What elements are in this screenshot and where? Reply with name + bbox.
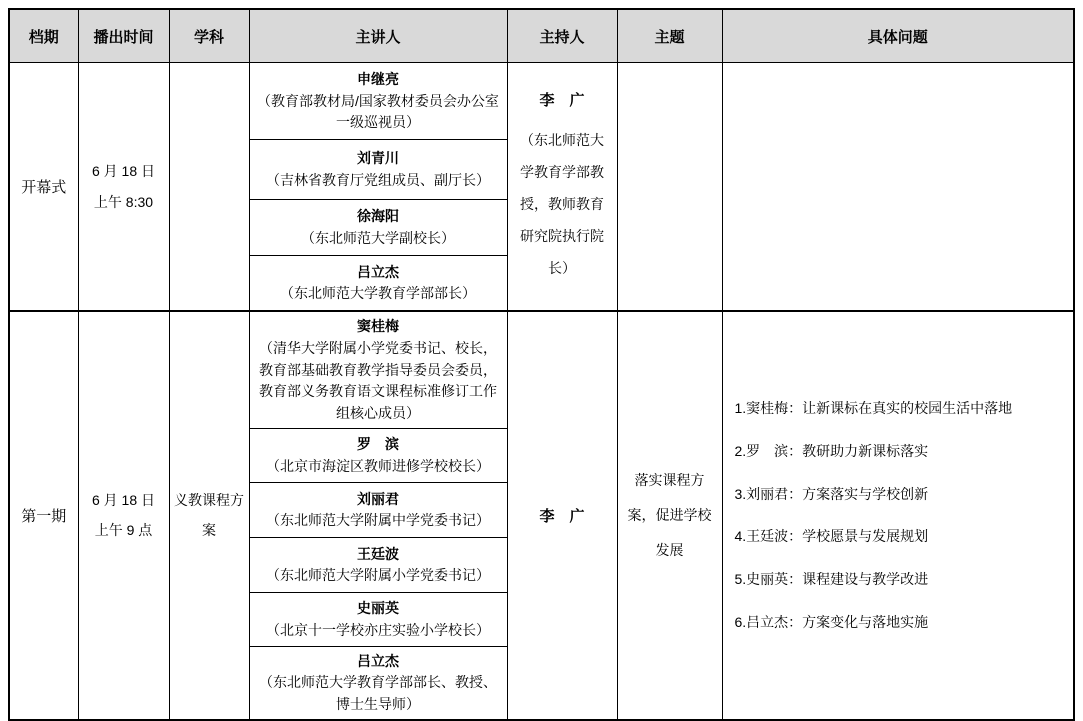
speaker-name: 申继亮	[357, 71, 399, 88]
speaker-affiliation: （教育部教材局/国家教材委员会办公室一级巡视员）	[257, 92, 499, 131]
session2-speaker-3	[249, 483, 507, 538]
session2-row1	[9, 311, 1074, 429]
session2-speaker-6	[249, 647, 507, 720]
broadcast-schedule-table	[8, 8, 1075, 721]
session1-period: 开幕式	[9, 63, 78, 312]
session1-row1	[9, 63, 1074, 140]
session2-issues	[722, 311, 1074, 720]
issue-item: 3.刘丽君：方案落实与学校创新	[734, 485, 929, 502]
speaker-affiliation: （东北师范大学教育学部部长、教授、博士生导师）	[259, 674, 497, 713]
session2-period: 第一期	[9, 311, 78, 720]
session2-host	[507, 311, 617, 720]
session1-speaker-3	[249, 200, 507, 256]
header-speaker: 主讲人	[249, 9, 507, 63]
speaker-name: 窦桂梅	[357, 318, 399, 335]
session1-host	[507, 63, 617, 312]
header-host: 主持人	[507, 9, 617, 63]
speaker-affiliation: （东北师范大学副校长）	[301, 229, 455, 246]
session2-speaker-5	[249, 593, 507, 647]
speaker-name: 王廷波	[357, 545, 399, 562]
issue-item: 1.窦桂梅：让新课标在真实的校园生活中落地	[734, 400, 1013, 417]
header-issues: 具体问题	[722, 9, 1074, 63]
header-period: 档期	[9, 9, 78, 63]
speaker-affiliation: （东北师范大学教育学部部长）	[280, 285, 476, 302]
session1-time-hour: 上午 8:30	[93, 193, 154, 210]
session2-speaker-1	[249, 311, 507, 429]
speaker-name: 刘青川	[357, 150, 399, 167]
session2-subject: 义教课程方案	[169, 311, 249, 720]
speaker-name: 刘丽君	[357, 490, 399, 507]
host-affiliation: （东北师范大学教育学部教授，教师教育研究院执行院长）	[520, 131, 604, 277]
header-row	[9, 9, 1074, 63]
speaker-affiliation: （北京十一学校亦庄实验小学校长）	[266, 621, 490, 638]
speaker-affiliation: （东北师范大学附属中学党委书记）	[266, 512, 490, 529]
session1-issues	[722, 63, 1074, 312]
header-broadcast-time: 播出时间	[78, 9, 169, 63]
issue-item: 4.王廷波：学校愿景与发展规划	[734, 528, 929, 545]
speaker-affiliation: （北京市海淀区教师进修学校校长）	[266, 457, 490, 474]
session1-theme	[617, 63, 722, 312]
speaker-name: 吕立杰	[357, 263, 399, 280]
session2-time-hour: 上午 9 点	[94, 522, 153, 539]
session2-speaker-4	[249, 538, 507, 593]
speaker-name: 吕立杰	[357, 653, 399, 669]
session2-time-date: 6 月 18 日	[91, 492, 156, 509]
speaker-affiliation: （清华大学附属小学党委书记、校长，教育部基础教育教学指导委员会委员，教育部义务教育语文课程标准修订工作组核心成员）	[259, 339, 497, 421]
issue-item: 5.史丽英：课程建设与教学改进	[734, 571, 929, 588]
speaker-affiliation: （东北师范大学附属小学党委书记）	[266, 567, 490, 584]
header-subject: 学科	[169, 9, 249, 63]
speaker-name: 徐海阳	[357, 208, 399, 225]
session1-time	[78, 63, 169, 312]
speaker-affiliation: （吉林省教育厅党组成员、副厅长）	[266, 171, 490, 188]
issue-item: 2.罗 滨：教研助力新课标落实	[734, 443, 929, 459]
host-name: 李 广	[539, 507, 585, 525]
session1-speaker-4	[249, 256, 507, 312]
speaker-name: 罗 滨	[357, 436, 399, 453]
host-name: 李 广	[539, 91, 585, 109]
session1-speaker-1	[249, 63, 507, 140]
session1-speaker-2	[249, 140, 507, 200]
session2-time	[78, 311, 169, 720]
session2-speaker-2	[249, 429, 507, 483]
issue-item: 6.吕立杰：方案变化与落地实施	[734, 613, 929, 630]
header-theme: 主题	[617, 9, 722, 63]
session2-theme: 落实课程方案，促进学校发展	[617, 311, 722, 720]
speaker-name: 史丽英	[357, 600, 399, 617]
session1-time-date: 6 月 18 日	[91, 163, 156, 180]
session1-subject	[169, 63, 249, 312]
